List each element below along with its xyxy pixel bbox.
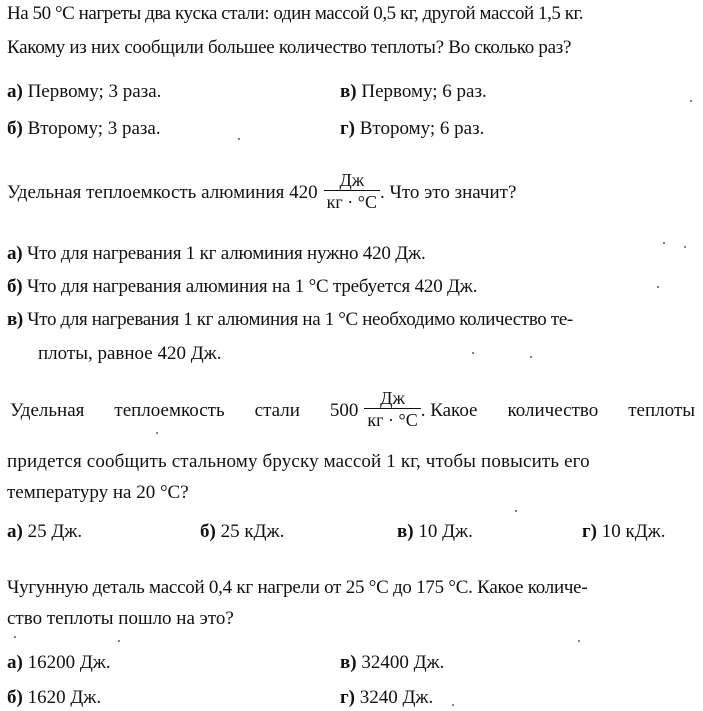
q4-option-a xyxy=(7,651,111,675)
q3-value-with-unit xyxy=(330,386,478,436)
option-text: Второму; 6 раз. xyxy=(354,118,485,139)
scan-speck xyxy=(14,636,16,638)
option-text: Первому; 6 раз. xyxy=(356,81,487,102)
option-text: 25 кДж. xyxy=(215,521,285,542)
q1-text-line-1: На 50 °С нагреты два куска стали: один массой 0,5 кг, другой массой 1,5 кг. xyxy=(7,3,584,24)
option-letter: в) xyxy=(7,309,23,330)
option-text: 1620 Дж. xyxy=(22,687,102,708)
q2-option-b xyxy=(7,275,477,299)
q3-option-v xyxy=(397,520,473,544)
q3-word: Удельная xyxy=(10,400,85,421)
scan-speck xyxy=(684,246,686,248)
q3-value: 500 xyxy=(329,400,359,421)
q1-option-g xyxy=(340,117,484,141)
option-text: Второму; 3 раза. xyxy=(22,118,161,139)
option-letter: б) xyxy=(7,687,23,708)
option-letter: в) xyxy=(340,81,357,102)
option-letter: в) xyxy=(340,652,357,673)
q1-option-a xyxy=(7,80,161,104)
q2-unit-fraction xyxy=(324,170,380,213)
option-letter: в) xyxy=(397,521,414,542)
q1-option-v xyxy=(340,80,487,104)
scan-speck xyxy=(578,640,580,642)
scan-speck xyxy=(118,640,120,642)
q2-text-line xyxy=(7,168,516,218)
option-letter: б) xyxy=(7,276,23,297)
q3-text-line-2: придется сообщить стальному бруску массой 1 кг, чтобы повысить его xyxy=(7,451,590,472)
option-letter: а) xyxy=(7,521,23,542)
option-text: 32400 Дж. xyxy=(356,652,445,673)
unit-numerator: Дж xyxy=(324,170,380,191)
q4-option-b xyxy=(7,686,101,710)
option-text: 25 Дж. xyxy=(22,521,83,542)
option-letter: б) xyxy=(200,521,216,542)
q4-option-v xyxy=(340,651,444,675)
unit-denominator: кг · °С xyxy=(367,410,418,431)
q3-option-a xyxy=(7,520,82,544)
q2-suffix: . Что это значит? xyxy=(379,182,517,203)
q4-text-line-2: ство теплоты пошло на это? xyxy=(7,608,234,629)
option-text: 10 Дж. xyxy=(413,521,473,542)
scan-speck xyxy=(452,704,454,706)
scan-speck xyxy=(238,138,240,140)
unit-denominator: кг · °С xyxy=(326,192,377,213)
q3-word: теплоемкость xyxy=(114,400,225,421)
q3-word: стали xyxy=(254,400,300,421)
q3-text-line-3: температуру на 20 °С? xyxy=(7,482,189,503)
q3-option-g xyxy=(582,520,666,544)
q2-option-a xyxy=(7,242,426,266)
scan-speck xyxy=(530,356,532,358)
scan-speck xyxy=(515,510,517,512)
q2-option-v xyxy=(7,308,573,332)
option-text: Что для нагревания алюминия на 1 °С требуется 420 Дж. xyxy=(22,276,478,297)
q3-option-b xyxy=(200,520,284,544)
option-letter: г) xyxy=(582,521,597,542)
q3-word: количество xyxy=(507,400,599,421)
scan-speck xyxy=(657,286,659,288)
option-text: 10 кДж. xyxy=(596,521,666,542)
scan-speck xyxy=(663,242,665,244)
q4-option-g xyxy=(340,686,433,710)
option-text: 16200 Дж. xyxy=(22,652,111,673)
q3-unit-fraction xyxy=(364,388,420,431)
option-text: Что для нагревания 1 кг алюминия на 1 °С необходимо количество те- xyxy=(22,309,573,330)
option-text: Что для нагревания 1 кг алюминия нужно 420 Дж. xyxy=(22,243,426,264)
option-text: Первому; 3 раза. xyxy=(22,81,162,102)
unit-numerator: Дж xyxy=(364,388,420,409)
q2-option-v-continuation xyxy=(38,342,222,366)
option-letter: г) xyxy=(340,118,355,139)
q3-word: теплоты xyxy=(628,400,695,421)
q2-prefix: Удельная теплоемкость алюминия 420 xyxy=(7,182,318,203)
q3-word: . Какое xyxy=(420,400,478,421)
option-letter: г) xyxy=(340,687,355,708)
q3-text-line-1 xyxy=(10,386,695,436)
q1-text-line-2: Какому из них сообщили большее количество теплоты? Во сколько раз? xyxy=(7,37,572,58)
option-letter: а) xyxy=(7,652,23,673)
scan-speck xyxy=(472,352,474,354)
option-letter: а) xyxy=(7,81,23,102)
q4-text-line-1: Чугунную деталь массой 0,4 кг нагрели от 25 °С до 175 °С. Какое количе- xyxy=(7,577,588,598)
scan-speck xyxy=(690,100,692,102)
option-text: 3240 Дж. xyxy=(354,687,434,708)
option-letter: б) xyxy=(7,118,23,139)
option-letter: а) xyxy=(7,243,23,264)
q1-option-b xyxy=(7,117,161,141)
option-text: плоты, равное 420 Дж. xyxy=(38,343,222,364)
scan-speck xyxy=(156,432,158,434)
